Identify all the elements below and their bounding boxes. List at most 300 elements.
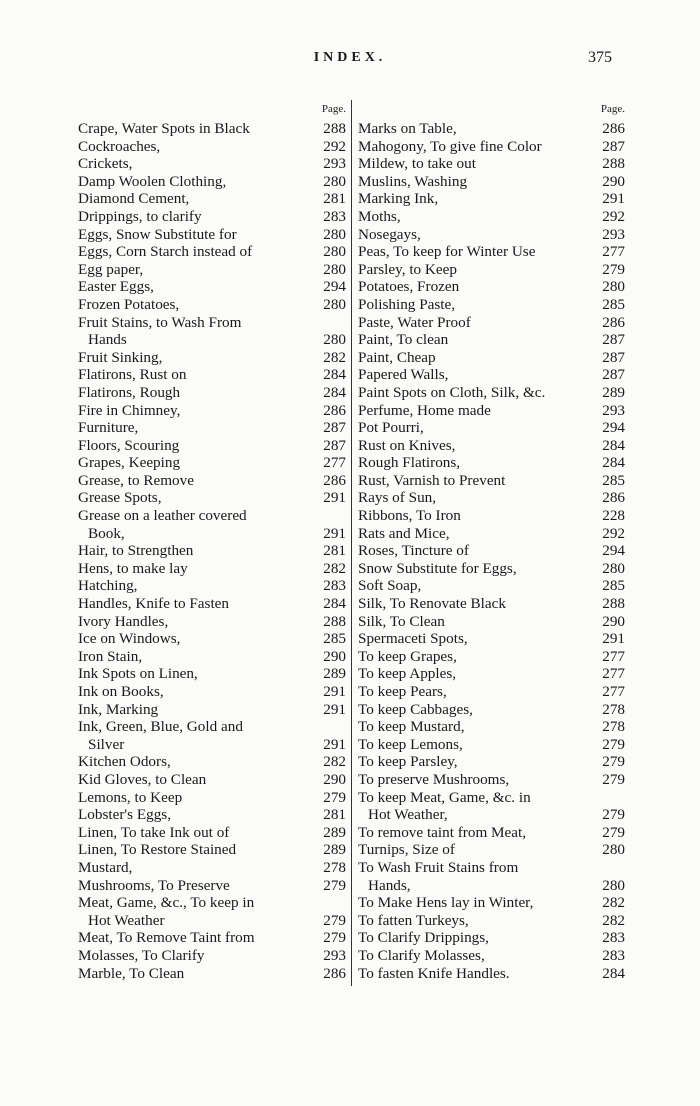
entry-page-number: 282: [323, 559, 346, 577]
entry-text: [358, 314, 595, 332]
index-entry: [358, 665, 625, 683]
index-entry: [78, 226, 346, 244]
entry-page-number: 287: [602, 348, 625, 366]
entry-text-line: Lemons, to Keep: [78, 788, 183, 806]
index-entry: [78, 947, 346, 965]
entry-page-number: 277: [602, 243, 625, 261]
entry-text: [358, 489, 595, 507]
entry-text-line: Rough Flatirons,: [358, 454, 461, 472]
index-entry: [78, 120, 346, 138]
page-number: 375: [588, 49, 612, 66]
entry-text-line: Meat, To Remove Taint from: [78, 929, 255, 947]
index-entry: [358, 261, 625, 279]
entry-page-number: 286: [323, 401, 346, 419]
entry-page-number: 283: [602, 946, 625, 964]
entry-page-number: 279: [602, 770, 625, 788]
index-entry: [78, 366, 346, 384]
index-entry: [78, 701, 346, 719]
entry-page-number: 279: [323, 876, 346, 894]
entry-page-number: 285: [602, 577, 625, 595]
entry-text: [358, 173, 595, 191]
entry-page-number: 280: [323, 243, 346, 261]
entry-text: [78, 489, 316, 507]
entry-page-number: 277: [602, 683, 625, 700]
entry-text-line: Eggs, Corn Starch instead of: [78, 243, 253, 261]
index-entry: [358, 366, 625, 384]
entry-text: [358, 912, 595, 930]
entry-text: [358, 331, 595, 349]
entry-text-line: Paint Spots on Cloth, Silk, &c.: [358, 383, 546, 401]
entry-page-number: 293: [323, 155, 346, 173]
index-entry: [358, 402, 625, 420]
index-entry: [358, 753, 625, 771]
entry-page-number: 286: [602, 120, 625, 137]
entry-text-line: Rats and Mice,: [358, 524, 450, 542]
index-entry: [78, 718, 346, 753]
entry-text-line: Iron Stain,: [78, 647, 143, 665]
entry-text: [78, 841, 316, 859]
index-entry: [78, 595, 346, 613]
entry-text-line: Snow Substitute for Eggs,: [358, 559, 517, 577]
entry-text: [358, 648, 595, 666]
entry-text: [358, 454, 595, 472]
entry-text: [358, 630, 595, 648]
index-entry: [358, 947, 625, 965]
entry-text-line: To keep Apples,: [358, 665, 457, 683]
entry-text: [78, 665, 316, 683]
entry-text: [358, 120, 595, 138]
index-entry: [78, 384, 346, 402]
index-entry: [78, 419, 346, 437]
index-entry: [78, 190, 346, 208]
index-entry: [358, 173, 625, 191]
entry-page-number: 277: [323, 454, 346, 472]
index-entry: [358, 507, 625, 525]
index-entry: [78, 314, 346, 349]
entry-page-number: 283: [602, 929, 625, 947]
entry-text: [78, 173, 316, 191]
entry-text-continuation: Book,: [88, 524, 125, 542]
entry-page-number: 282: [602, 894, 625, 912]
entry-text-line: Molasses, To Clarify: [78, 946, 205, 964]
index-entry: [358, 595, 625, 613]
entry-page-number: 285: [602, 295, 625, 313]
entry-page-number: 291: [323, 700, 346, 718]
entry-text: [358, 595, 595, 613]
entry-text: [358, 718, 595, 736]
index-entry: [358, 841, 625, 859]
index-entry: [78, 173, 346, 191]
index-entry: [78, 630, 346, 648]
entry-text: [78, 824, 316, 842]
entry-text-line: Fire in Chimney,: [78, 401, 181, 419]
entry-text: [358, 577, 595, 595]
entry-text-line: Rays of Sun,: [358, 489, 437, 507]
entry-text: [78, 859, 316, 877]
entry-page-number: 280: [323, 295, 346, 313]
index-entry: [78, 683, 346, 701]
index-entry: [78, 542, 346, 560]
entry-page-number: 291: [323, 489, 346, 507]
index-entry: [358, 577, 625, 595]
entry-text: [78, 384, 316, 402]
index-entry: [358, 489, 625, 507]
entry-page-number: 282: [602, 911, 625, 929]
entry-text: [358, 683, 595, 701]
entry-page-number: 289: [602, 383, 625, 401]
entry-text-line: Ribbons, To Iron: [358, 507, 461, 525]
entry-text-line: Moths,: [358, 207, 401, 225]
entry-page-number: 280: [602, 841, 625, 859]
entry-text-line: Diamond Cement,: [78, 190, 190, 208]
entry-text: [78, 929, 316, 947]
entry-text: [358, 525, 595, 543]
entry-text: [358, 859, 595, 894]
index-entry: [78, 789, 346, 807]
index-entry: [78, 965, 346, 983]
entry-text-continuation: Silver: [88, 735, 125, 753]
index-entry: [78, 278, 346, 296]
entry-text-line: Hair, to Strengthen: [78, 542, 194, 560]
entry-text-line: Rust on Knives,: [358, 436, 456, 454]
index-entry: [358, 437, 625, 455]
entry-page-number: 280: [602, 559, 625, 577]
entry-page-number: 286: [323, 964, 346, 982]
entry-page-number: 287: [602, 137, 625, 155]
entry-text: [78, 402, 316, 420]
index-entry: [358, 155, 625, 173]
entry-text-line: To Wash Fruit Stains from: [358, 858, 519, 876]
entry-page-number: 284: [602, 454, 625, 472]
entry-text-line: To Clarify Drippings,: [358, 929, 489, 947]
index-entry: [358, 208, 625, 226]
entry-text: [78, 366, 316, 384]
entry-text: [358, 701, 595, 719]
entry-text: [358, 261, 595, 279]
entry-text: [78, 454, 316, 472]
entry-page-number: 289: [323, 823, 346, 841]
entry-text: [78, 243, 316, 261]
entry-text-line: Hatching,: [78, 577, 138, 595]
entry-page-number: 279: [323, 911, 346, 929]
entry-page-number: 290: [602, 612, 625, 630]
index-entry: [78, 877, 346, 895]
index-entry: [78, 349, 346, 367]
index-entry: [78, 806, 346, 824]
entry-text-line: Linen, To take Ink out of: [78, 823, 230, 841]
entry-text-line: To keep Cabbages,: [358, 700, 473, 718]
entry-text-line: Furniture,: [78, 419, 139, 437]
index-entry: [78, 489, 346, 507]
entry-text-line: Egg paper,: [78, 260, 144, 278]
entry-text-line: Kid Gloves, to Clean: [78, 770, 207, 788]
entry-page-number: 294: [323, 278, 346, 296]
entry-text-line: Polishing Paste,: [358, 295, 456, 313]
entry-text: [358, 138, 595, 156]
index-entry: [358, 331, 625, 349]
entry-text-line: Paint, To clean: [358, 331, 449, 349]
index-entry: [78, 894, 346, 929]
entry-page-number: 279: [602, 753, 625, 771]
entry-text-line: Kitchen Odors,: [78, 753, 171, 771]
entry-text-line: Grapes, Keeping: [78, 454, 181, 472]
entry-text: [78, 542, 316, 560]
index-entry: [78, 208, 346, 226]
entry-text-line: To Make Hens lay in Winter,: [358, 894, 534, 912]
index-entry: [78, 296, 346, 314]
entry-text-line: Grease Spots,: [78, 489, 162, 507]
entry-page-number: 280: [323, 331, 346, 349]
entry-text-line: Lobster's Eggs,: [78, 806, 172, 824]
index-entry: [358, 718, 625, 736]
index-entry: [358, 894, 625, 912]
entry-page-number: 280: [602, 876, 625, 894]
entry-page-number: 282: [323, 348, 346, 366]
entry-text: [78, 437, 316, 455]
entry-page-number: 291: [602, 190, 625, 208]
entry-text: [358, 155, 595, 173]
entry-text: [358, 947, 595, 965]
entry-text: [358, 665, 595, 683]
entry-text-line: To keep Grapes,: [358, 647, 457, 665]
entry-text: [78, 120, 316, 138]
index-entry: [358, 736, 625, 754]
entry-text-line: To keep Parsley,: [358, 753, 458, 771]
entry-text-line: Easter Eggs,: [78, 278, 154, 296]
entry-text-line: To keep Lemons,: [358, 735, 463, 753]
index-column-left: [78, 98, 346, 982]
entry-text-line: Floors, Scouring: [78, 436, 180, 454]
entry-text: [358, 771, 595, 789]
entry-text-line: To keep Pears,: [358, 683, 447, 700]
entry-page-number: 286: [602, 489, 625, 507]
index-entry: [358, 560, 625, 578]
entry-text-line: To keep Meat, Game, &c. in: [358, 788, 531, 806]
entry-page-number: 282: [323, 753, 346, 771]
entry-text: [78, 138, 316, 156]
entry-page-number: 288: [602, 595, 625, 613]
entry-page-number: 293: [602, 401, 625, 419]
entry-page-number: 286: [602, 313, 625, 331]
entry-text-line: Ink on Books,: [78, 683, 164, 700]
index-entry: [358, 789, 625, 824]
entry-page-number: 280: [602, 278, 625, 296]
entry-text-line: Paint, Cheap: [358, 348, 436, 366]
entry-page-number: 279: [602, 735, 625, 753]
entry-text-line: Turnips, Size of: [358, 841, 455, 859]
entry-page-number: 280: [323, 225, 346, 243]
entry-page-number: 278: [602, 700, 625, 718]
entry-text-line: Mildew, to take out: [358, 155, 476, 173]
entry-text-line: Papered Walls,: [358, 366, 449, 384]
entry-text: [78, 806, 316, 824]
entry-text: [78, 507, 316, 542]
index-entry: [358, 384, 625, 402]
entry-page-number: 290: [602, 172, 625, 190]
entry-text: [358, 349, 595, 367]
entry-text: [358, 419, 595, 437]
index-entry: [358, 683, 625, 701]
entry-text-line: Frozen Potatoes,: [78, 295, 180, 313]
index-entry: [358, 648, 625, 666]
entry-text-line: Ink, Green, Blue, Gold and: [78, 718, 243, 736]
index-entry: [78, 138, 346, 156]
entry-page-number: 279: [602, 823, 625, 841]
index-entry: [78, 841, 346, 859]
index-column-right: [358, 98, 625, 982]
entry-text: [358, 208, 595, 226]
entry-text: [78, 278, 316, 296]
entry-text: [78, 701, 316, 719]
index-entry: [358, 138, 625, 156]
page-column-label: Page.: [600, 103, 625, 115]
entry-text: [358, 278, 595, 296]
entry-text: [78, 595, 316, 613]
entry-text-line: Mustard,: [78, 858, 133, 876]
entry-text: [358, 402, 595, 420]
entry-page-number: 292: [323, 137, 346, 155]
index-entry: [358, 454, 625, 472]
entry-text: [358, 560, 595, 578]
index-entry: [358, 613, 625, 631]
entry-text-line: Fruit Stains, to Wash From: [78, 313, 242, 331]
entry-text: [78, 349, 316, 367]
entry-text: [78, 560, 316, 578]
entry-page-number: 283: [323, 577, 346, 595]
entry-page-number: 285: [323, 630, 346, 648]
index-entry: [78, 665, 346, 683]
entry-text-line: Handles, Knife to Fasten: [78, 595, 229, 613]
entry-text: [358, 753, 595, 771]
index-entry: [358, 314, 625, 332]
entry-text-line: Muslins, Washing: [358, 172, 468, 190]
entry-text-line: Mushrooms, To Preserve: [78, 876, 230, 894]
entry-text: [78, 965, 316, 983]
entry-text-line: Fruit Sinking,: [78, 348, 163, 366]
entry-page-number: 294: [602, 542, 625, 560]
entry-page-number: 284: [602, 964, 625, 982]
index-entry: [358, 226, 625, 244]
entry-text-line: To preserve Mushrooms,: [358, 770, 510, 788]
entry-page-number: 288: [323, 120, 346, 137]
entry-text-line: Silk, To Clean: [358, 612, 445, 630]
entry-list: [78, 120, 346, 982]
entry-text: [78, 155, 316, 173]
entry-text-line: Crape, Water Spots in Black: [78, 120, 250, 137]
entry-text-line: Flatirons, Rust on: [78, 366, 187, 384]
entry-text-line: Spermaceti Spots,: [358, 630, 468, 648]
index-entry: [358, 419, 625, 437]
entry-text-line: Roses, Tincture of: [358, 542, 469, 560]
entry-page-number: 287: [602, 331, 625, 349]
entry-text-line: Drippings, to clarify: [78, 207, 202, 225]
entry-page-number: 278: [602, 718, 625, 736]
entry-page-number: 280: [323, 260, 346, 278]
entry-text-line: Soft Soap,: [358, 577, 422, 595]
index-entry: [78, 824, 346, 842]
entry-text-line: Marble, To Clean: [78, 964, 185, 982]
entry-page-number: 228: [602, 507, 625, 525]
entry-list: [358, 120, 625, 982]
entry-text-line: Ink, Marking: [78, 700, 159, 718]
entry-text: [358, 736, 595, 754]
entry-text-line: Perfume, Home made: [358, 401, 491, 419]
entry-text: [358, 472, 595, 490]
entry-page-number: 289: [323, 665, 346, 683]
index-entry: [78, 507, 346, 542]
index-entry: [358, 472, 625, 490]
entry-text: [358, 507, 595, 525]
entry-text: [78, 753, 316, 771]
index-entry: [78, 155, 346, 173]
index-entry: [78, 929, 346, 947]
entry-page-number: 291: [323, 735, 346, 753]
entry-text: [78, 314, 316, 349]
entry-page-number: 291: [602, 630, 625, 648]
index-entry: [78, 437, 346, 455]
entry-page-number: 284: [323, 595, 346, 613]
index-entry: [78, 472, 346, 490]
entry-text-line: Paste, Water Proof: [358, 313, 471, 331]
entry-text: [78, 296, 316, 314]
entry-text: [78, 419, 316, 437]
entry-text-line: Hens, to make lay: [78, 559, 188, 577]
index-entry: [358, 701, 625, 719]
entry-text-line: To remove taint from Meat,: [358, 823, 527, 841]
entry-text: [358, 894, 595, 912]
entry-text: [78, 226, 316, 244]
index-entry: [358, 349, 625, 367]
index-entry: [78, 454, 346, 472]
entry-page-number: 291: [323, 683, 346, 700]
entry-text-line: Grease, to Remove: [78, 471, 194, 489]
entry-text: [78, 771, 316, 789]
entry-page-number: 280: [323, 172, 346, 190]
entry-text-continuation: Hot Weather,: [368, 806, 448, 824]
index-entry: [358, 859, 625, 894]
entry-text: [78, 648, 316, 666]
index-entry: [358, 190, 625, 208]
entry-text: [358, 243, 595, 261]
entry-page-number: 278: [323, 858, 346, 876]
index-entry: [78, 402, 346, 420]
index-entry: [78, 261, 346, 279]
entry-page-number: 281: [323, 806, 346, 824]
entry-text-line: Grease on a leather covered: [78, 507, 247, 525]
entry-text: [78, 683, 316, 701]
entry-text-line: Parsley, to Keep: [358, 260, 457, 278]
page-column-label: Page.: [321, 103, 346, 115]
entry-text: [358, 824, 595, 842]
entry-page-number: 287: [323, 436, 346, 454]
entry-text-line: Nosegays,: [358, 225, 421, 243]
entry-text: [358, 437, 595, 455]
entry-page-number: 290: [323, 770, 346, 788]
entry-page-number: 288: [602, 155, 625, 173]
entry-text-line: Damp Woolen Clothing,: [78, 172, 227, 190]
index-entry: [78, 648, 346, 666]
entry-page-number: 287: [602, 366, 625, 384]
entry-page-number: 284: [602, 436, 625, 454]
entry-text-line: Crickets,: [78, 155, 133, 173]
entry-page-number: 277: [602, 647, 625, 665]
entry-page-number: 284: [323, 383, 346, 401]
entry-text: [78, 472, 316, 490]
index-entry: [358, 243, 625, 261]
entry-text: [78, 877, 316, 895]
entry-page-number: 292: [602, 207, 625, 225]
entry-text: [358, 542, 595, 560]
